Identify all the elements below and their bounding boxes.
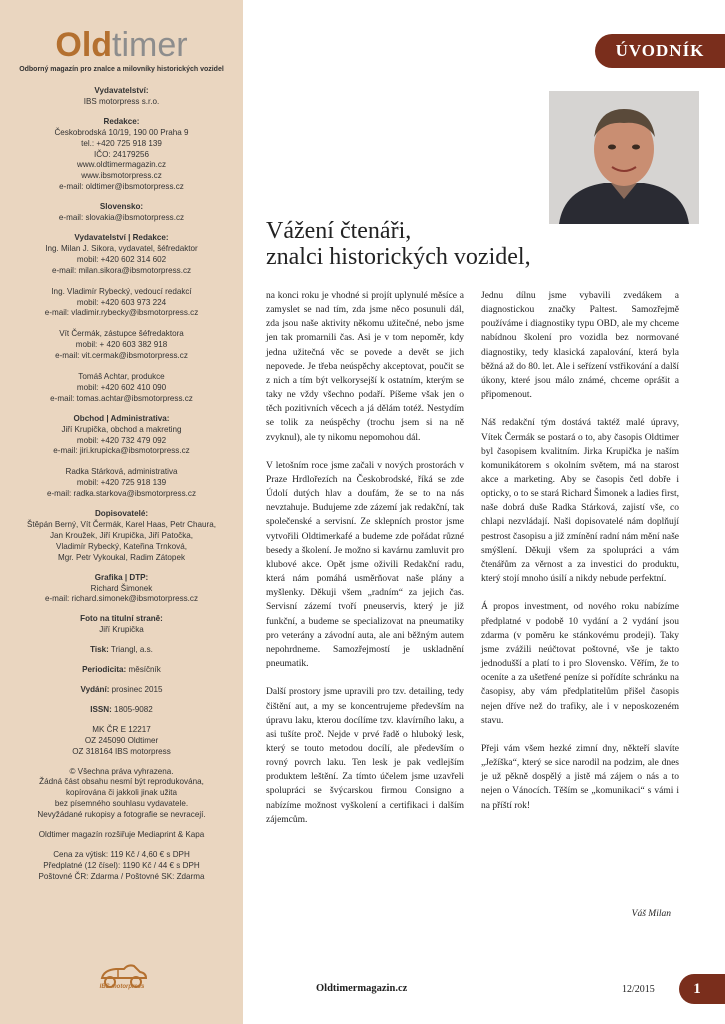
impressum-block: [4, 573, 239, 606]
impressum-block: [4, 767, 239, 822]
impressum-block: [4, 614, 239, 636]
vintage-car-logo-icon: [94, 956, 150, 996]
article-column-1: [266, 289, 464, 827]
impressum-line: IČO: 24179256: [94, 149, 149, 159]
impressum-line: e-mail: jiri.krupicka@ibsmotorpress.cz: [53, 446, 190, 456]
impressum-line: mobil: +420 602 314 602: [76, 254, 167, 264]
oldtimer-logo: Oldtimer: [55, 26, 188, 64]
impressum-line: Ing. Milan J. Sikora, vydavatel, šéfredaktor: [45, 243, 198, 253]
impressum-line: e-mail: milan.sikora@ibsmotorpress.cz: [51, 265, 192, 275]
impressum-block: [4, 414, 239, 500]
impressum-heading: Dopisovatelé:: [94, 509, 149, 519]
impressum-line: Vladimír Rybecký, Kateřina Trnková,: [56, 541, 187, 551]
impressum-line: Poštovné ČR: Zdarma / Poštovné SK: Zdarma: [38, 871, 205, 881]
impressum-heading: Grafika | DTP:: [94, 572, 149, 582]
impressum-line: Richard Šimonek: [90, 583, 153, 593]
impressum-line: OZ 318164 IBS motorpress: [72, 746, 171, 756]
impressum-block: [4, 830, 239, 841]
article-paragraph: Jednu dílnu jsme vybavili zvedákem a diagnostickou značky Paltest. Samozřejmě používáme i diagnostiky typu OBD, ale my chceme nabídnou školení pro vozidla bez normované diagnostiky, tedy klasická zapalování, která byla běžná až do 80. let. Ale i seřízení vstřikování a další úkony, které jsou málo známé, chceme oprášit a připomenout.: [481, 291, 679, 401]
article-paragraph: Á propos investment, od nového roku nabízíme předplatné v podobě 10 vydání a 2 vydání jsou zdarma (v poměru ke stánkovému prodeji). Taky jsme zvážili neúčtovat poštovné, vše je takto jednodušší a platí to i pro Slovensko. Věřím, že to oceníte a za ušetřené peníze si pořídíte schránku na časopisy, aby vám předplatitelům přišel časopis nejen dříve než do trafiky, ale i v neposkozeném stavu.: [481, 602, 679, 726]
impressum-line: Předplatné (12 čísel): 1190 Kč / 44 € s DPH: [43, 860, 200, 870]
impressum-line: MK ČR E 12217: [92, 724, 151, 734]
impressum-heading: Vydavatelství | Redakce:: [74, 232, 169, 242]
impressum-line: e-mail: vladimir.rybecky@ibsmotorpress.cz: [44, 308, 199, 318]
impressum-line: IBS motorpress s.r.o.: [83, 96, 160, 106]
impressum-line: Nevyžádané rukopisy a fotografie se nevracejí.: [37, 810, 206, 820]
impressum-line: e-mail: radka.starkova@ibsmotorpress.cz: [46, 489, 196, 499]
impressum-line: Oldtimer magazín rozšiřuje Mediaprint & Kapa: [38, 830, 205, 840]
article-paragraph: Přeji vám všem hezké zimní dny, někteří slavíte „Ježíška“, který se sice narodil na podzim, ale dnes je už pěkně dospělý a jistě má zájem o nás a to nejen o Vánocích. Těším se „komunikaci“ s vámi i na příští rok!: [481, 743, 679, 811]
impressum-heading: ISSN:: [90, 704, 112, 714]
impressum-line: e-mail: richard.simonek@ibsmotorpress.cz: [44, 594, 199, 604]
impressum-heading: Periodicita:: [82, 665, 127, 675]
impressum-line: Radka Stárková, administrativa: [65, 467, 178, 477]
footer-issue: 12/2015: [622, 984, 655, 995]
impressum-line: Českobrodská 10/19, 190 00 Praha 9: [54, 127, 189, 137]
impressum-line: mobil: +420 602 410 090: [76, 382, 167, 392]
impressum-line: Jiří Krupička: [99, 625, 144, 635]
impressum-value: měsíčník: [126, 665, 161, 675]
signature: Váš Milan: [631, 909, 671, 919]
impressum-line: Ing. Vladimír Rybecký, vedoucí redakcí: [51, 286, 192, 296]
impressum-line: mobil: + 420 603 382 918: [75, 340, 168, 350]
impressum-heading: Tisk:: [90, 645, 109, 655]
page-number-badge: 1: [679, 974, 725, 1004]
impressum-value: Triangl, a.s.: [108, 645, 153, 655]
impressum-line: Jan Kroužek, Jiří Krupička, Jiří Patočka,: [49, 530, 194, 540]
article-paragraph: Další prostory jsme upravili pro tzv. detailing, tedy čištění aut, a my se koncentrujeme především na úpravu laku, kterou docílíme tzv. klavírního laku, a asi tušíte proč. Nejde v prvé řadě o hluboký lesk, který se touto metodou docílí, ale především o rovný povrch laku. Ten lesk je pak vedlejším produktem leštění. Za tímto účelem jsme uzavřeli spolupráci se švýcarskou firmou Consigno a nabízíme možnost vyškolení a certifikaci i dalším zájemcům.: [266, 687, 464, 825]
footer-website: Oldtimermagazin.cz: [316, 983, 408, 994]
impressum-line: Vít Čermák, zástupce šéfredaktora: [59, 329, 184, 339]
impressum-block: [4, 850, 239, 883]
publisher-logo-text: IBS motorpress: [99, 984, 145, 990]
article-paragraph: V letošním roce jsme začali v nových prostorách v Praze Hrdlořezích na Českobrodské, říká se zde Údolí dutých hlav a doufám, že se to na nás nevztahuje. Budujeme zde zázemí jak redakční, tak společenské a servisní. Ze sklepních prostor jsme vytvořili Oldtimerkafé a budeme zde pořádat různé besedy a školení. Je možno si kavárnu zamluvit pro klubové akce. Opět jsme oživili Redakční radu, která nám pomáhá usměrňovat naše plány a myšlenky. Děkuji všem „radním“ za jejich čas. Servisní zázemí tvoří pneuservis, který je již funkční, a budeme se specializovat na pneumatiky pro veterány a závodní auta, ale ani běžným autem nepohrdneme. Samozřejmostí je uskladnění pneumatik.: [266, 460, 464, 670]
impressum-line: mobil: +420 603 973 224: [76, 297, 167, 307]
page-headline: Vážení čtenáři, znalci historických vozidel,: [266, 218, 531, 270]
article-paragraph: Náš redakční tým dostává taktéž malé úpravy, Vítek Čermák se postará o to, aby časopis Oldtimer byl časopisem kvalitním. Jirka Krupička je naším komunikátorem s okolním světem, má na starost akce a marketing. Aby se časopis četl dobře i opticky, o to se stará Richard Šimonek a ladies first, naše dobrá duše Radka Stárková, zajistí vše, co chlapi nezvládají. Naši dopisovatelé nám doplňují pestrost časopisu a již zmínění radní nám mění naše smýšlení. Děkuji všem za spolupráci a vám čtenářům za věrnost a za investici do produktu, který stojí mnoho úsilí a nikdy nebude perfektní.: [481, 418, 679, 585]
impressum-block: [4, 202, 239, 224]
impressum-block: [4, 705, 239, 716]
impressum-line: kopírována či jakkoli jinak užita: [65, 788, 178, 798]
impressum-heading: Vydání:: [80, 684, 110, 694]
section-tag: ÚVODNÍK: [595, 34, 725, 68]
impressum-line: OZ 245090 Oldtimer: [84, 735, 159, 745]
impressum-heading: Redakce:: [103, 116, 140, 126]
article-column-2: [481, 289, 679, 813]
impressum-line: e-mail: vit.cermak@ibsmotorpress.cz: [55, 351, 188, 361]
impressum-line: bez písemného souhlasu vydavatele.: [54, 799, 189, 809]
impressum-line: © Všechna práva vyhrazena.: [69, 766, 174, 776]
impressum-line: Žádná část obsahu nesmí být reprodukována,: [39, 777, 204, 787]
impressum-block: [4, 86, 239, 108]
impressum-heading: Vydavatelství:: [94, 86, 149, 95]
impressum-block: [4, 685, 239, 696]
impressum-line: Cena za výtisk: 119 Kč / 4,60 € s DPH: [53, 849, 190, 859]
impressum-line: e-mail: slovakia@ibsmotorpress.cz: [58, 213, 185, 223]
impressum-line: tel.: +420 725 918 139: [81, 138, 162, 148]
impressum-line: e-mail: tomas.achtar@ibsmotorpress.cz: [50, 393, 193, 403]
impressum-heading: Slovensko:: [99, 202, 144, 212]
impressum-block: [4, 725, 239, 758]
impressum-line: Jiří Krupička, obchod a makreting: [61, 424, 182, 434]
impressum-line: e-mail: oldtimer@ibsmotorpress.cz: [59, 182, 184, 192]
impressum-heading: Obchod | Administrativa:: [73, 413, 170, 423]
article-paragraph: na konci roku je vhodné si projít uplynulé měsíce a zamyslet se nad tím, zda jsme něco posunuli dál, zda jsou naše aktivity někomu užitečné, nebo jsme jen tak promarnili čas. Asi je v tom nepoměr, kdy jedna užitečná věc se povede a devět se jich nepovede. Je třeba neúspěchy akceptovat, poučit se z nich a tím být velkorysejší k ostatním, kterým se taky ne vždy všechno podaří. Píšeme však jen o těch pozitivních věcech a já dělám totéž. Nestydím se tolik za neúspěchy (trochu jsem si na ně zvyknul), ale ty nikomu nepomohou dál.: [266, 291, 464, 443]
impressum-line: Mgr. Petr Vykoukal, Radim Zátopek: [57, 552, 185, 562]
impressum-block: [4, 645, 239, 656]
impressum-block: [4, 665, 239, 676]
impressum-block: [4, 509, 239, 564]
impressum-line: www.ibsmotorpress.cz: [81, 171, 162, 181]
editor-portrait-photo: [549, 91, 699, 224]
impressum-line: Štěpán Berný, Vít Čermák, Karel Haas, Petr Chaura,: [27, 520, 216, 529]
impressum-sidebar: [0, 0, 243, 1024]
impressum: [4, 86, 239, 892]
impressum-line: www.oldtimermagazin.cz: [76, 160, 167, 170]
magazine-subtitle: Odborný magazín pro znalce a milovníky historických vozidel: [19, 66, 224, 73]
impressum-line: mobil: +420 732 479 092: [76, 435, 167, 445]
impressum-heading: Foto na titulní straně:: [80, 614, 163, 624]
impressum-value: 1805-9082: [111, 704, 153, 714]
impressum-block: [4, 233, 239, 405]
impressum-line: Tomáš Achtar, produkce: [78, 372, 165, 382]
impressum-value: prosinec 2015: [109, 684, 163, 694]
impressum-block: [4, 117, 239, 193]
impressum-line: mobil: +420 725 918 139: [76, 478, 167, 488]
